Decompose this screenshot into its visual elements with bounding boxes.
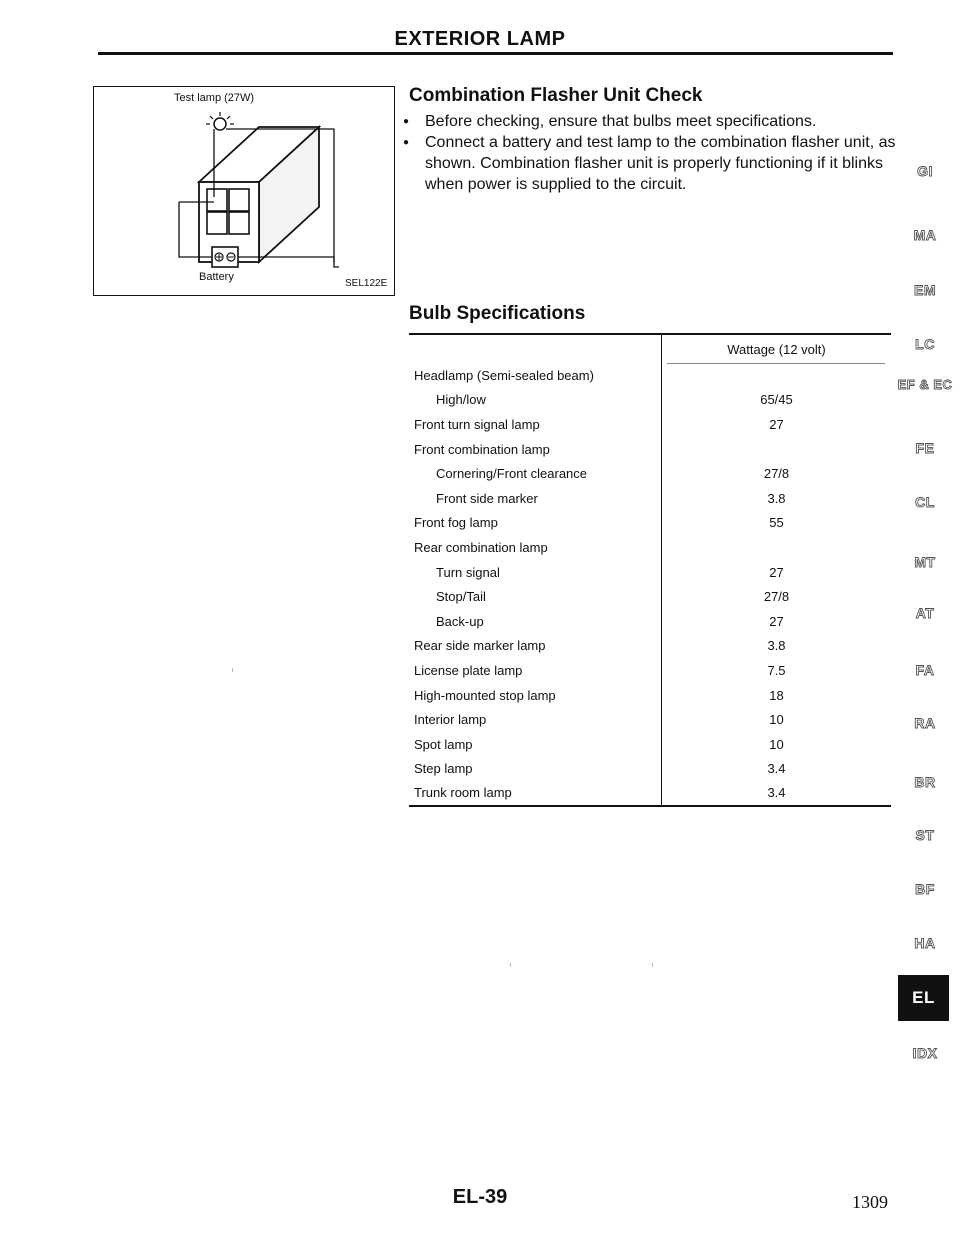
wattage-column-header: Wattage (12 volt): [727, 341, 826, 357]
row-item: High-mounted stop lamp: [409, 683, 662, 708]
table-row: [409, 732, 891, 757]
bullet-item: ● Before checking, ensure that bulbs meet specifications.: [403, 111, 898, 132]
scan-speck: [652, 963, 653, 967]
row-item: Front combination lamp: [409, 437, 662, 462]
table-row: [409, 535, 891, 560]
row-value: 65/45: [760, 392, 793, 408]
scan-speck: [232, 668, 233, 672]
row-value: 27: [769, 416, 784, 432]
row-item: Back-up: [409, 609, 662, 634]
tab-mt[interactable]: MT: [914, 554, 936, 570]
row-value: 27: [769, 564, 784, 580]
row-item: Front turn signal lamp: [409, 412, 662, 437]
figure-id: SEL122E: [345, 278, 388, 289]
scan-speck: [510, 963, 511, 967]
page-number: 1309: [852, 1192, 888, 1212]
table-row: [409, 412, 891, 437]
row-value: 7.5: [767, 662, 786, 678]
table-row: [409, 461, 891, 486]
page-code: EL-39: [452, 1186, 508, 1208]
row-item: Rear combination lamp: [409, 535, 662, 560]
row-value: 3.4: [767, 785, 786, 801]
table-row: [409, 584, 891, 609]
tab-br[interactable]: BR: [914, 774, 936, 790]
flasher-circuit-diagram: [94, 87, 394, 295]
row-item: Trunk room lamp: [409, 781, 662, 806]
table-row: [409, 437, 891, 462]
tab-ha[interactable]: HA: [914, 935, 936, 951]
row-item: Interior lamp: [409, 707, 662, 732]
row-value: 3.4: [767, 761, 786, 777]
row-item: Spot lamp: [409, 732, 662, 757]
table-row: [409, 388, 891, 413]
row-item: High/low: [409, 388, 662, 413]
row-item: Front side marker: [409, 486, 662, 511]
row-value: 3.8: [767, 490, 786, 506]
table-row: [409, 781, 891, 806]
row-item: Headlamp (Semi-sealed beam): [409, 363, 662, 388]
tab-fa[interactable]: FA: [915, 662, 935, 678]
row-value: [662, 535, 892, 560]
bulb-specs-table: [409, 333, 891, 807]
tab-cl[interactable]: CL: [915, 494, 935, 510]
row-item: Stop/Tail: [409, 584, 662, 609]
tab-fe[interactable]: FE: [915, 440, 935, 456]
tab-lc[interactable]: LC: [915, 336, 935, 352]
table-header-row: [409, 334, 891, 363]
tab-idx[interactable]: IDX: [912, 1045, 938, 1061]
row-value: 3.8: [767, 638, 786, 654]
battery-label: Battery: [199, 271, 234, 283]
table-row: [409, 757, 891, 782]
row-item: Turn signal: [409, 560, 662, 585]
tab-st[interactable]: ST: [915, 827, 935, 843]
item-column-header: [409, 334, 662, 363]
bullet-item: ● Connect a battery and test lamp to the combination flasher unit, as shown. Combination flasher unit is properly functioning if it blinks when power is supplied to the circuit.: [403, 132, 898, 195]
row-item: Front fog lamp: [409, 511, 662, 536]
row-value: 27/8: [763, 589, 790, 605]
flasher-check-bullets: [403, 111, 898, 195]
bulb-specs-heading: Bulb Specifications: [409, 303, 586, 324]
table-row: [409, 707, 891, 732]
table-row: [409, 683, 891, 708]
table-row: [409, 658, 891, 683]
table-row: [409, 609, 891, 634]
table-row: [409, 634, 891, 659]
tab-at[interactable]: AT: [915, 605, 935, 621]
tab-bf[interactable]: BF: [915, 881, 935, 897]
table-row: [409, 486, 891, 511]
tab-ma[interactable]: MA: [913, 227, 937, 243]
battery-icon: [212, 247, 238, 267]
lamp-bulb-icon: [214, 118, 226, 130]
row-item: Step lamp: [409, 757, 662, 782]
row-item: Rear side marker lamp: [409, 634, 662, 659]
page-title: EXTERIOR LAMP: [394, 28, 566, 50]
tab-gi[interactable]: GI: [917, 163, 933, 179]
row-value: [662, 437, 892, 462]
title-rule: [98, 52, 893, 55]
row-item: License plate lamp: [409, 658, 662, 683]
table-row: [409, 560, 891, 585]
row-item: Cornering/Front clearance: [409, 461, 662, 486]
header-separator: [667, 363, 885, 364]
row-value: 27/8: [763, 466, 790, 482]
test-lamp-label: Test lamp (27W): [174, 92, 255, 104]
tab-el-active[interactable]: EL: [898, 975, 949, 1021]
tab-ef-ec[interactable]: EF & EC: [897, 377, 953, 392]
row-value: 18: [769, 687, 784, 703]
flasher-test-figure: [93, 86, 395, 296]
row-value: 27: [769, 613, 784, 629]
tab-ra[interactable]: RA: [914, 715, 936, 731]
row-value: [662, 363, 892, 388]
row-value: 10: [769, 712, 784, 728]
flasher-check-heading: Combination Flasher Unit Check: [409, 85, 703, 106]
tab-em[interactable]: EM: [914, 282, 936, 298]
row-value: 55: [769, 515, 784, 531]
table-row: [409, 363, 891, 388]
table-row: [409, 511, 891, 536]
row-value: 10: [769, 736, 784, 752]
